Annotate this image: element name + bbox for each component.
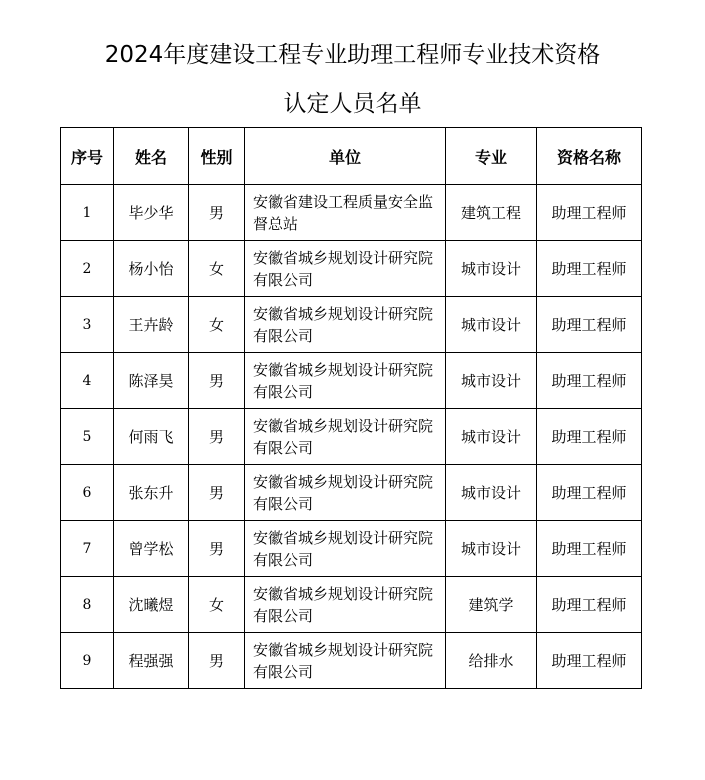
- cell-qualification: 助理工程师: [537, 241, 642, 297]
- table-row: [61, 297, 642, 353]
- cell-name: 曾学松: [114, 521, 189, 577]
- cell-major: 建筑工程: [446, 185, 537, 241]
- cell-qualification: 助理工程师: [537, 353, 642, 409]
- cell-qualification: 助理工程师: [537, 465, 642, 521]
- cell-qualification: 助理工程师: [537, 185, 642, 241]
- cell-gender: 男: [189, 633, 245, 689]
- cell-no: 7: [61, 521, 114, 577]
- cell-gender: 男: [189, 409, 245, 465]
- header-name: 姓名: [114, 128, 189, 185]
- document-title: 2024年度建设工程专业助理工程师专业技术资格: [104, 42, 601, 68]
- cell-no: 8: [61, 577, 114, 633]
- unit-text: 安徽省城乡规划设计研究院有限公司: [253, 248, 434, 289]
- cell-gender: 男: [189, 353, 245, 409]
- personnel-table: [60, 127, 642, 689]
- cell-no: 2: [61, 241, 114, 297]
- unit-text: 安徽省城乡规划设计研究院有限公司: [253, 416, 434, 457]
- table-row: [61, 353, 642, 409]
- cell-unit: [245, 353, 446, 409]
- table-row: [61, 633, 642, 689]
- cell-no: 3: [61, 297, 114, 353]
- cell-no: 6: [61, 465, 114, 521]
- cell-major: 给排水: [446, 633, 537, 689]
- cell-major: 城市设计: [446, 465, 537, 521]
- cell-unit: [245, 297, 446, 353]
- unit-text: 安徽省城乡规划设计研究院有限公司: [253, 528, 434, 569]
- cell-qualification: 助理工程师: [537, 521, 642, 577]
- cell-name: 张东升: [114, 465, 189, 521]
- cell-unit: [245, 465, 446, 521]
- header-qualification: 资格名称: [537, 128, 642, 185]
- cell-name: 杨小怡: [114, 241, 189, 297]
- cell-no: 4: [61, 353, 114, 409]
- cell-name: 陈泽昊: [114, 353, 189, 409]
- cell-unit: [245, 409, 446, 465]
- cell-major: 城市设计: [446, 353, 537, 409]
- cell-major: 建筑学: [446, 577, 537, 633]
- cell-gender: 女: [189, 577, 245, 633]
- cell-unit: [245, 633, 446, 689]
- header-gender: 性别: [189, 128, 245, 185]
- cell-qualification: 助理工程师: [537, 633, 642, 689]
- cell-name: 王卉龄: [114, 297, 189, 353]
- cell-gender: 男: [189, 465, 245, 521]
- unit-text: 安徽省城乡规划设计研究院有限公司: [253, 584, 434, 625]
- cell-qualification: 助理工程师: [537, 577, 642, 633]
- table-row: [61, 185, 642, 241]
- document-subtitle: 认定人员名单: [283, 91, 422, 117]
- cell-name: 沈曦煜: [114, 577, 189, 633]
- table-header-row: [61, 128, 642, 185]
- table-row: [61, 241, 642, 297]
- cell-gender: 男: [189, 185, 245, 241]
- cell-qualification: 助理工程师: [537, 409, 642, 465]
- cell-gender: 女: [189, 241, 245, 297]
- cell-no: 9: [61, 633, 114, 689]
- unit-text: 安徽省城乡规划设计研究院有限公司: [253, 304, 434, 345]
- cell-unit: [245, 185, 446, 241]
- cell-major: 城市设计: [446, 409, 537, 465]
- cell-unit: [245, 521, 446, 577]
- cell-name: 程强强: [114, 633, 189, 689]
- header-major: 专业: [446, 128, 537, 185]
- unit-text: 安徽省城乡规划设计研究院有限公司: [253, 360, 434, 401]
- cell-unit: [245, 241, 446, 297]
- table-row: [61, 577, 642, 633]
- unit-text: 安徽省建设工程质量安全监督总站: [253, 192, 434, 233]
- cell-unit: [245, 577, 446, 633]
- cell-no: 1: [61, 185, 114, 241]
- cell-major: 城市设计: [446, 521, 537, 577]
- cell-gender: 女: [189, 297, 245, 353]
- unit-text: 安徽省城乡规划设计研究院有限公司: [253, 640, 434, 681]
- cell-major: 城市设计: [446, 241, 537, 297]
- table-row: [61, 521, 642, 577]
- cell-gender: 男: [189, 521, 245, 577]
- cell-name: 毕少华: [114, 185, 189, 241]
- cell-qualification: 助理工程师: [537, 297, 642, 353]
- table-row: [61, 409, 642, 465]
- header-no: 序号: [61, 128, 114, 185]
- cell-no: 5: [61, 409, 114, 465]
- cell-major: 城市设计: [446, 297, 537, 353]
- table-row: [61, 465, 642, 521]
- cell-name: 何雨飞: [114, 409, 189, 465]
- unit-text: 安徽省城乡规划设计研究院有限公司: [253, 472, 434, 513]
- header-unit: 单位: [245, 128, 446, 185]
